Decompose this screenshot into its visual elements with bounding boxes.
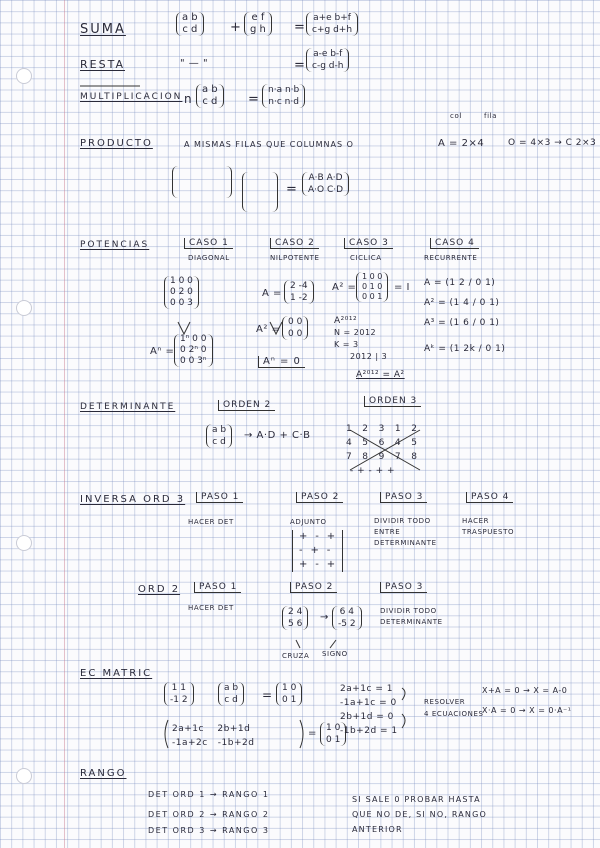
ec-identity-matrix-2: 1 0 0 1 <box>320 722 346 746</box>
rango-row-3: DET ORD 3 → RANGO 3 <box>148 826 270 835</box>
producto-title: PRODUCTO <box>80 138 153 149</box>
inv3-paso-4: PASO 4 <box>466 492 513 503</box>
det-matrix: a b c d <box>206 424 232 448</box>
caso-3-matrix: 1 0 0 0 1 0 0 0 1 <box>356 272 388 302</box>
inv2-paso-1: PASO 1 <box>194 582 241 593</box>
inv3-paso-2-text: ADJUNTO <box>290 518 327 526</box>
producto-rule: A MISMAS FILAS QUE COLUMNAS O <box>184 140 354 149</box>
equals-sign: = <box>248 92 260 107</box>
signs-matrix: + - + - + - + - + <box>292 530 343 572</box>
brace-stroke <box>402 714 405 728</box>
label-col: col <box>450 112 462 120</box>
suma-result-matrix: a+e b+f c+g d+h <box>306 12 358 36</box>
equals-sign: = <box>294 20 306 35</box>
brace-stroke <box>402 688 405 700</box>
caso-2-label: CASO 2 <box>270 238 319 249</box>
inv2-paso-1-text: HACER DET <box>188 604 234 612</box>
ec-equations: 2a+1c = 1 -1a+1c = 0 2b+1d = 0 -1b+2d = 1 <box>340 684 398 736</box>
caso-4-row-k: Aᵏ = (1 2k / 0 1) <box>424 344 506 354</box>
mult-matrix: a b c d <box>196 84 224 108</box>
signo-label: SIGNO <box>322 650 348 658</box>
caso-3-division: 2012 | 3 <box>350 352 388 361</box>
caso-4-sub: RECURRENTE <box>424 254 478 262</box>
caso-4-label: CASO 4 <box>430 238 479 249</box>
sarrus-rows: 1 2 3 1 2 4 5 6 4 5 7 8 9 7 8 <box>346 424 418 462</box>
paren-stroke <box>300 720 303 748</box>
mult-result-matrix: n·a n·b n·c n·d <box>262 84 305 108</box>
ec-matrix-1: 1 1 -1 2 <box>164 682 194 706</box>
equals-sign: = <box>262 688 273 702</box>
inversa-title: INVERSA ORD 3 <box>80 494 186 505</box>
inv3-paso-1: PASO 1 <box>196 492 243 503</box>
inv3-paso-1-text: HACER DET <box>188 518 234 526</box>
caso-1-power-matrix: 1ⁿ 0 0 0 2ⁿ 0 0 0 3ⁿ <box>174 334 213 367</box>
potencias-title: POTENCIAS <box>80 240 150 250</box>
producto-dims: A = 2×4 <box>438 138 485 149</box>
caso-3-label: CASO 3 <box>344 238 393 249</box>
suma-matrix-1: a b c d <box>176 12 204 36</box>
det-formula: → A·D + C·B <box>244 430 311 441</box>
rango-title: RANGO <box>80 768 127 779</box>
ec-matrix-2: a b c d <box>218 682 244 706</box>
rango-row-2: DET ORD 2 → RANGO 2 <box>148 810 270 819</box>
inv3-paso-2: PASO 2 <box>296 492 343 503</box>
suma-matrix-2: e f g h <box>244 12 272 36</box>
caso-2-square-matrix: 0 0 0 0 <box>282 316 308 340</box>
product-diagram-matrix-2 <box>242 172 278 212</box>
caso-2-result: Aⁿ = 0 <box>258 356 305 368</box>
producto-dims-2: O = 4×3 → C 2×3 <box>508 138 597 148</box>
caso-4-row-3: A³ = (1 6 / 0 1) <box>424 318 500 328</box>
x-equation-2: X·A = 0 → X = 0·A⁻¹ <box>482 706 572 715</box>
rango-row-1: DET ORD 1 → RANGO 1 <box>148 790 270 799</box>
down-arrow <box>178 322 190 334</box>
caso-3-result: A²⁰¹² = A² <box>356 370 405 380</box>
resolver-label: RESOLVER 4 ECUACIONES <box>424 698 484 718</box>
cruza-label: CRUZA <box>282 652 310 660</box>
caso-1-sub: DIAGONAL <box>188 254 230 262</box>
inv2-paso-3-text: DIVIDIR TODO DETERMINANTE <box>380 607 443 626</box>
paren-stroke <box>165 720 168 748</box>
equals-sign: = <box>286 182 298 197</box>
caso-3-eq: = I <box>394 282 411 293</box>
caso-3-a2012: A²⁰¹² <box>334 316 358 326</box>
product-diagram-matrix <box>172 166 232 198</box>
plus-sign: + <box>230 20 242 35</box>
arrow-stroke <box>296 640 300 648</box>
x-equation-1: X+A = 0 → X = A-0 <box>482 686 568 695</box>
caso-2-a: A = <box>262 288 282 299</box>
caso-4-row-1: A = (1 2 / 0 1) <box>424 278 496 288</box>
resta-ditto: " — " <box>180 58 209 69</box>
inv3-paso-4-text: HACER TRASPUESTO <box>462 517 515 536</box>
resta-title: RESTA <box>80 58 125 71</box>
caso-3-k: K = 3 <box>334 340 359 349</box>
scalar-n: n <box>184 92 193 106</box>
multiplicacion-title: MULTIPLICACION <box>80 92 183 102</box>
suma-title: SUMA <box>80 22 126 37</box>
orden-2-label: ORDEN 2 <box>218 400 275 411</box>
caso-1-matrix: 1 0 0 0 2 0 0 0 3 <box>164 276 199 309</box>
determinante-title: DETERMINANTE <box>80 402 176 412</box>
caso-2-a-sq: A² = <box>256 324 281 335</box>
inv3-paso-3-text: DIVIDIR TODO ENTRE DETERMINANTE <box>374 517 437 547</box>
ec-matric-title: EC MATRIC <box>80 668 153 679</box>
caso-2-matrix: 2 -4 1 -2 <box>284 280 314 304</box>
label-fila: fila <box>484 112 498 120</box>
caso-3-sub: CICLICA <box>350 254 382 262</box>
ord2-title: ORD 2 <box>138 584 181 595</box>
arrow: → <box>320 612 329 623</box>
caso-2-sub: NILPOTENTE <box>270 254 320 262</box>
ec-identity-matrix: 1 0 0 1 <box>276 682 302 706</box>
sarrus-signs: - + - + + <box>350 466 396 476</box>
caso-3-n: N = 2012 <box>334 328 377 337</box>
caso-1-a-n: Aⁿ = <box>150 346 175 357</box>
ec-big-matrix: 2a+1c 2b+1d -1a+2c -1b+2d <box>172 724 255 748</box>
equals-sign: = <box>308 728 317 739</box>
inv2-paso-3: PASO 3 <box>380 582 427 593</box>
inv2-matrix: 2 4 5 6 <box>282 606 308 630</box>
equals-sign: = <box>294 58 306 73</box>
caso-1-label: CASO 1 <box>184 238 233 249</box>
rango-note: SI SALE 0 PROBAR HASTA QUE NO DE, SI NO, RANGO ANTERIOR <box>352 795 488 834</box>
producto-result-matrix: A·B A·D A·O C·D <box>302 172 349 196</box>
caso-4-row-2: A² = (1 4 / 0 1) <box>424 298 500 308</box>
inv2-adj-matrix: 6 4 -5 2 <box>332 606 362 630</box>
inv2-paso-2: PASO 2 <box>290 582 337 593</box>
resta-result-matrix: a-e b-f c-g d-h <box>306 48 349 72</box>
orden-3-label: ORDEN 3 <box>364 396 421 407</box>
caso-3-a2: A² = <box>332 282 357 293</box>
arrow-stroke <box>330 640 336 648</box>
inv3-paso-3: PASO 3 <box>380 492 427 503</box>
